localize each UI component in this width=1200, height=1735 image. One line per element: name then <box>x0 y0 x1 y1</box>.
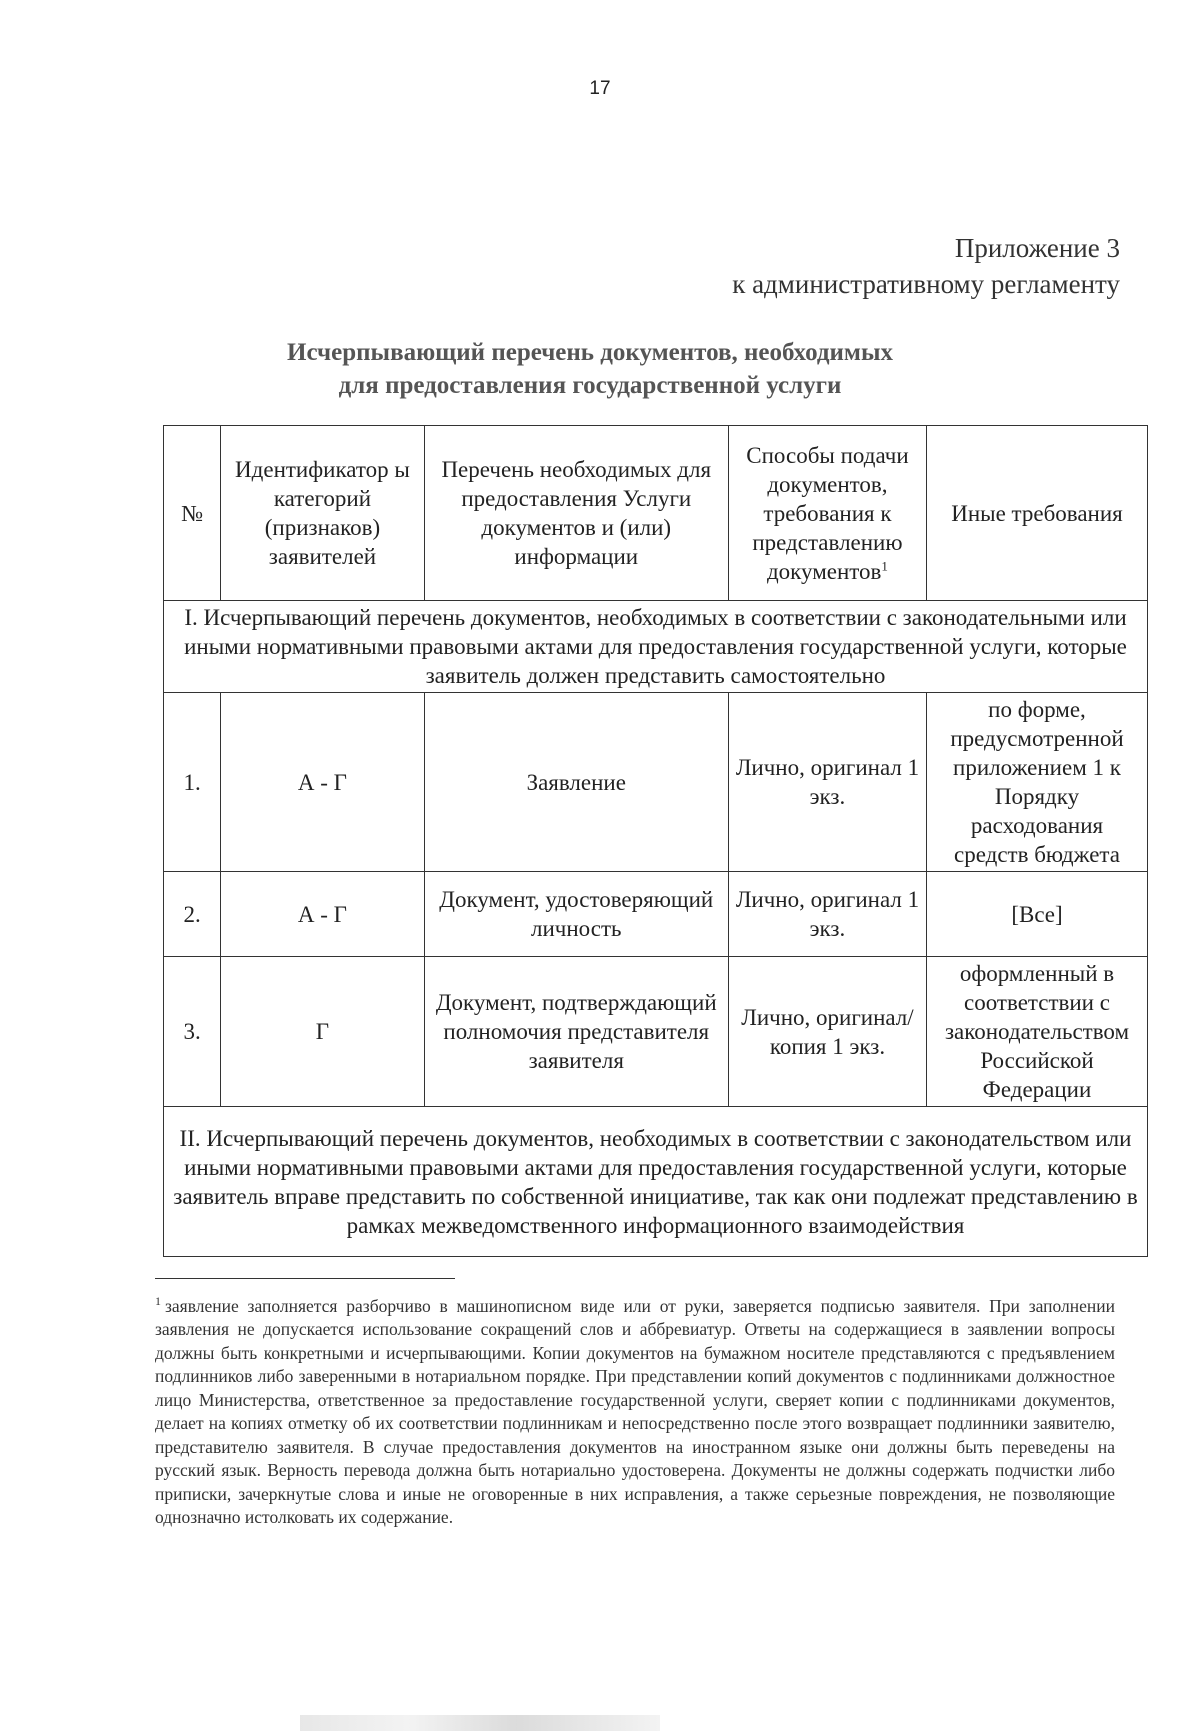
document-title <box>160 336 1020 402</box>
row-document: Документ, подтверждающий полномочия представителя заявителя <box>424 957 728 1107</box>
row-method: Лично, оригинал/копия 1 экз. <box>728 957 926 1107</box>
header-other: Иные требования <box>926 426 1147 601</box>
page-number: 17 <box>589 78 611 99</box>
header-category: Идентификатор ы категорий (признаков) заявителей <box>221 426 424 601</box>
title-line-2: для предоставления государственной услуги <box>338 372 842 399</box>
row-document: Заявление <box>424 693 728 872</box>
footnote-divider <box>155 1278 455 1279</box>
header-methods-text: Способы подачи документов, требования к представлению документов <box>746 442 909 584</box>
row-other: оформленный в соответствии с законодательством Российской Федерации <box>926 957 1147 1107</box>
scan-artifact <box>300 1715 660 1731</box>
table-row <box>164 957 1148 1107</box>
row-category: Г <box>221 957 424 1107</box>
section-2-text: II. Исчерпывающий перечень документов, необходимых в соответствии с законодательством или иными нормативными правовыми актами для предоставления государственной услуги, которые заявитель вправе представить по собственной инициативе, так как они подлежат представлению в рамках межведомственного информационного взаимодействия <box>164 1107 1148 1257</box>
documents-table <box>163 425 1148 1257</box>
header-methods <box>728 426 926 601</box>
row-method: Лично, оригинал 1 экз. <box>728 872 926 957</box>
row-category: А - Г <box>221 872 424 957</box>
header-num: № <box>164 426 221 601</box>
header-documents: Перечень необходимых для предоставления Услуги документов и (или) информации <box>424 426 728 601</box>
appendix-heading <box>520 230 1120 302</box>
footnote-text: заявление заполняется разборчиво в машинописном виде или от руки, заверяется подписью заявителя. При заполнении заявления не допускается использование сокращений слов и аббревиатур. Ответы на содержащиеся в заявлении вопросы должны быть конкретными и исчерпывающими. Копии документов на бумажном носителе представляются с предъявлением подлинников либо заверенными в нотариальном порядке. При представлении копий документов с подлинниками должностное лицо Министерства, ответственное за предоставление государственной услуги, сверяет копии с подлинниками документов, делает на копиях отметку об их соответствии подлинникам и непосредственно после этого возвращает подлинники заявителю, представителю заявителя. В случае предоставления документов на иностранном языке они должны быть переведены на русский язык. Верность перевода должна быть нотариально удостоверена. Документы не должны содержать подчистки либо приписки, зачеркнутые слова и иные не оговоренные в них исправления, а также серьезные повреждения, не позволяющие однозначно истолковать их содержание. <box>155 1295 1115 1528</box>
appendix-line-1: Приложение 3 <box>954 233 1120 263</box>
row-document: Документ, удостоверяющий личность <box>424 872 728 957</box>
row-num: 1. <box>164 693 221 872</box>
row-other: по форме, предусмотренной приложением 1 к Порядку расходования средств бюджета <box>926 693 1147 872</box>
row-category: А - Г <box>221 693 424 872</box>
table-header-row <box>164 426 1148 601</box>
title-line-1: Исчерпывающий перечень документов, необходимых <box>287 339 893 366</box>
section-1-text: I. Исчерпывающий перечень документов, необходимых в соответствии с законодательными или иными нормативными правовыми актами для предоставления государственной услуги, которые заявитель должен представить самостоятельно <box>164 601 1148 693</box>
row-method: Лично, оригинал 1 экз. <box>728 693 926 872</box>
footnote-ref: 1 <box>881 557 888 573</box>
row-num: 2. <box>164 872 221 957</box>
table-row <box>164 693 1148 872</box>
section-row-2 <box>164 1107 1148 1257</box>
table-row <box>164 872 1148 957</box>
row-num: 3. <box>164 957 221 1107</box>
row-other: [Все] <box>926 872 1147 957</box>
footnote <box>155 1290 1115 1530</box>
appendix-line-2: к административному регламенту <box>732 269 1120 299</box>
footnote-mark: 1 <box>155 1294 161 1308</box>
section-row-1 <box>164 601 1148 693</box>
